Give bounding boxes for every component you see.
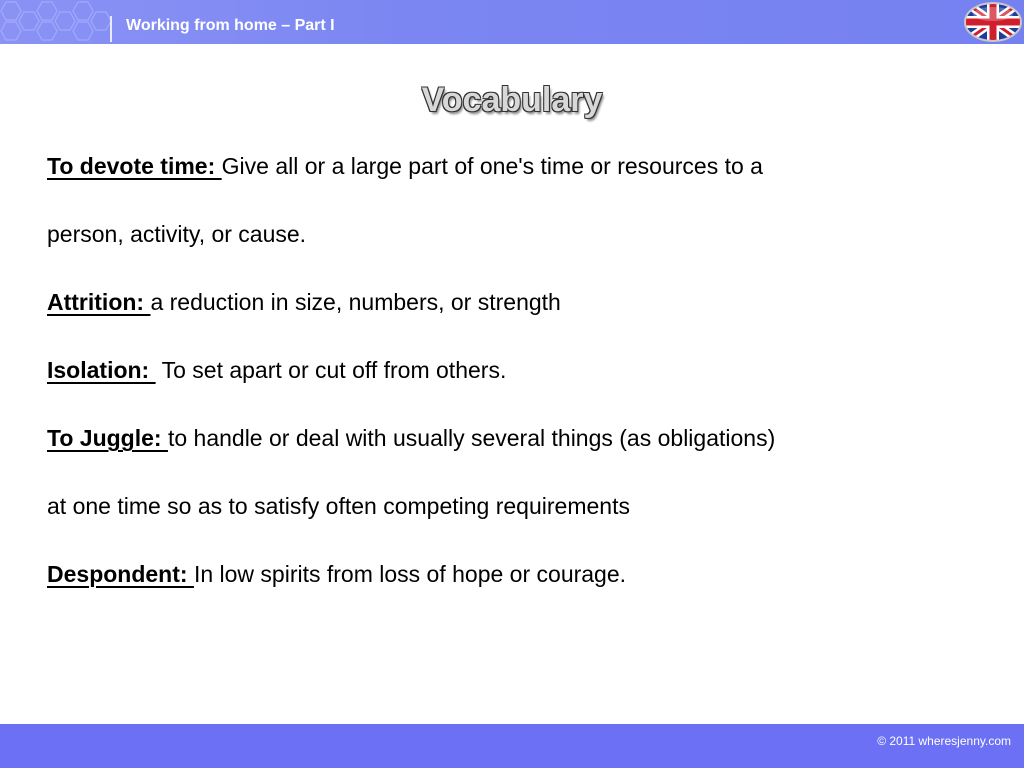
vocab-term: To devote time: bbox=[47, 153, 222, 179]
vocab-term: Isolation: bbox=[47, 357, 156, 383]
vocab-definition: To set apart or cut off from others. bbox=[155, 357, 507, 383]
vocab-term: To Juggle: bbox=[47, 425, 168, 451]
vocab-definition: In low spirits from loss of hope or courage. bbox=[193, 561, 627, 587]
hexagon-pattern-icon bbox=[0, 0, 120, 44]
vocab-item-despondent bbox=[47, 554, 977, 622]
vocab-definition: to handle or deal with usually several things (as obligations) bbox=[167, 425, 776, 451]
uk-flag-icon bbox=[963, 1, 1023, 43]
vocab-term: Despondent: bbox=[47, 561, 194, 587]
vocab-definition: Give all or a large part of one's time or resources to a bbox=[221, 153, 763, 179]
slide-title: Vocabulary bbox=[421, 81, 603, 119]
vocab-definition-continuation: person, activity, or cause. bbox=[47, 221, 307, 247]
footer-bar bbox=[0, 724, 1024, 768]
vocab-term: Attrition: bbox=[47, 289, 151, 315]
header-divider bbox=[110, 16, 112, 42]
vocab-item-attrition bbox=[47, 282, 977, 350]
vocab-item-devote-time bbox=[47, 146, 977, 214]
vocabulary-list bbox=[47, 146, 977, 622]
copyright-text: © 2011 wheresjenny.com bbox=[877, 734, 1011, 748]
vocab-item-isolation bbox=[47, 350, 977, 418]
vocab-definition: a reduction in size, numbers, or strength bbox=[150, 289, 561, 315]
vocab-definition-continuation: at one time so as to satisfy often competing requirements bbox=[47, 493, 630, 519]
vocab-item-juggle bbox=[47, 418, 977, 486]
header-bar bbox=[0, 0, 1024, 44]
header-title: Working from home – Part I bbox=[126, 17, 335, 34]
